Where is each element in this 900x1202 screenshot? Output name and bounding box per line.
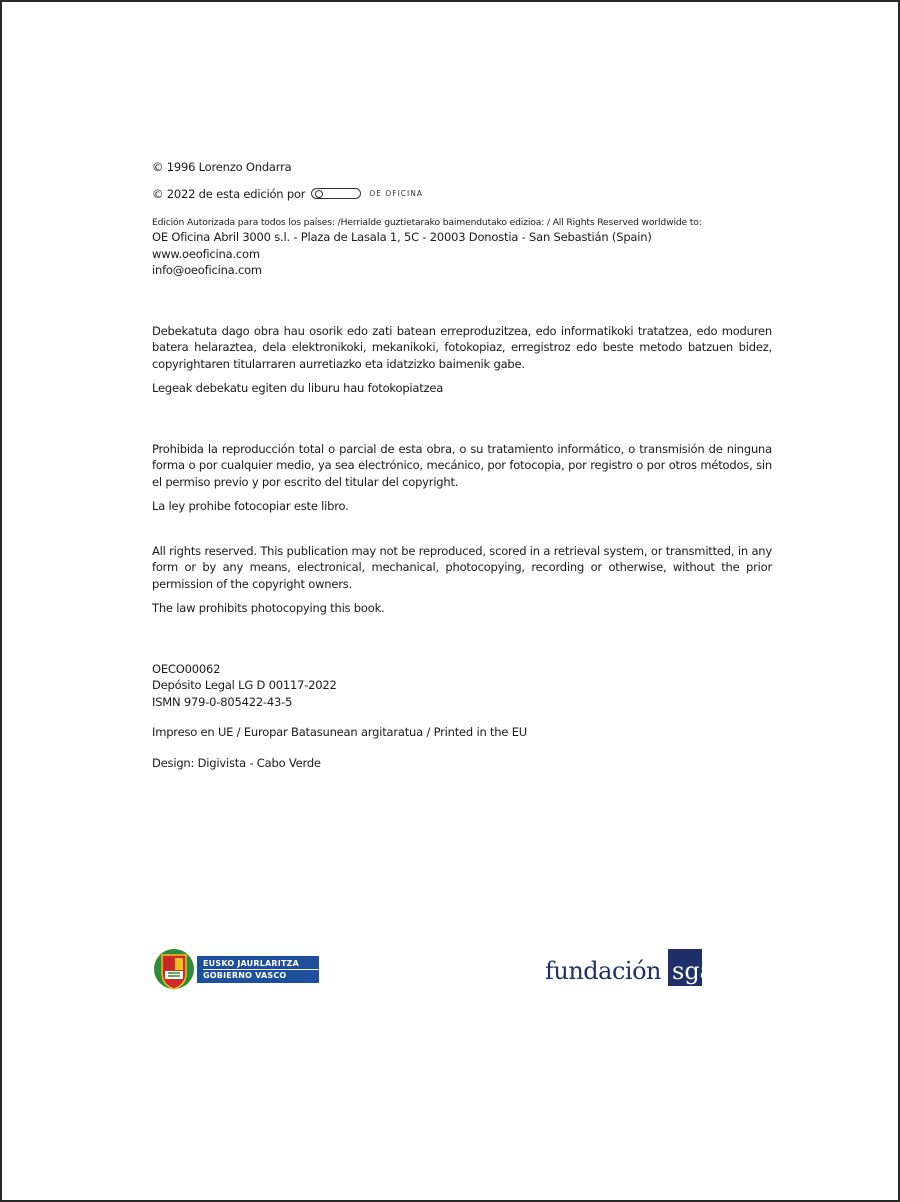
oe-logo-icon [311, 188, 361, 199]
legal-deposit: Depósito Legal LG D 00117-2022 [152, 678, 337, 692]
spanish-law-line: La ley prohibe fotocopiar este libro. [152, 499, 349, 513]
basque-government-text [197, 956, 319, 983]
edition-copyright: © 2022 de esta edición por [152, 186, 306, 201]
sgae-mark-text: sgae [672, 957, 729, 985]
ismn-number: ISMN 979-0-805422-43-5 [152, 694, 293, 709]
oe-logo-text: OE OFICINA [369, 189, 423, 199]
basque-rights-paragraph: Debekatuta dago obra hau osorik edo zati batean erreproduzitzea, edo informatikoki tratatzea, edo moduren batera helaraztea, dela elektronikoki, mekanikoki, fotokopiaz, erregistroz edo beste metodo batzuen bidez, copyrightaren titularraren aurretiazko eta idatzizko baimenik gabe. [152, 323, 772, 371]
spanish-rights-paragraph: Prohibida la reproducción total o parcial de esta obra, o su tratamiento informático, o transmisión de ninguna forma o por cualquier medio, ya sea electrónico, mecánico, por fotocopia, por registro o por otros métodos, sin el permiso previo y por escrito del titular del copyright. [152, 441, 772, 489]
sgae-fundacion-word: fundación [545, 957, 661, 985]
english-law-line: The law prohibits photocopying this book. [152, 601, 385, 615]
publisher-website: www.oeoficina.com [152, 246, 260, 261]
publisher-email: info@oeoficina.com [152, 263, 262, 277]
sgae-mark [668, 949, 729, 986]
page-content [152, 159, 772, 771]
basque-coat-of-arms-icon [153, 946, 195, 992]
author-copyright: © 1996 Lorenzo Ondarra [152, 160, 292, 174]
fundacion-sgae-logo [545, 949, 729, 986]
catalog-code: OECO00062 [152, 661, 221, 676]
publisher-address: OE Oficina Abril 3000 s.l. - Plaza de Lasala 1, 5C - 20003 Donostia - San Sebastián (Spain) [152, 230, 652, 244]
basque-gov-line2: GOBIERNO VASCO [203, 969, 319, 981]
design-credit: Design: Digivista - Cabo Verde [152, 755, 321, 770]
basque-government-logo [153, 946, 319, 992]
oe-oficina-logo [311, 188, 423, 199]
basque-gov-line1: EUSKO JAURLARITZA [203, 958, 300, 968]
printed-in-line: Impreso en UE / Europar Batasunean argitaratua / Printed in the EU [152, 725, 528, 739]
basque-law-line: Legeak debekatu egiten du liburu hau fotokopiatzea [152, 381, 444, 395]
authorized-edition-line: Edición Autorizada para todos los países: /Herrialde guztietarako baimendutako edizioa: / All Rights Reserved worldwide to: [152, 217, 702, 228]
english-rights-paragraph: All rights reserved. This publication may not be reproduced, scored in a retrieval system, or transmitted, in any form or by any means, electronical, mechanical, photocopying, recording or otherwise, without the prior permission of the copyright owners. [152, 543, 772, 591]
edition-copyright-row [152, 186, 772, 203]
